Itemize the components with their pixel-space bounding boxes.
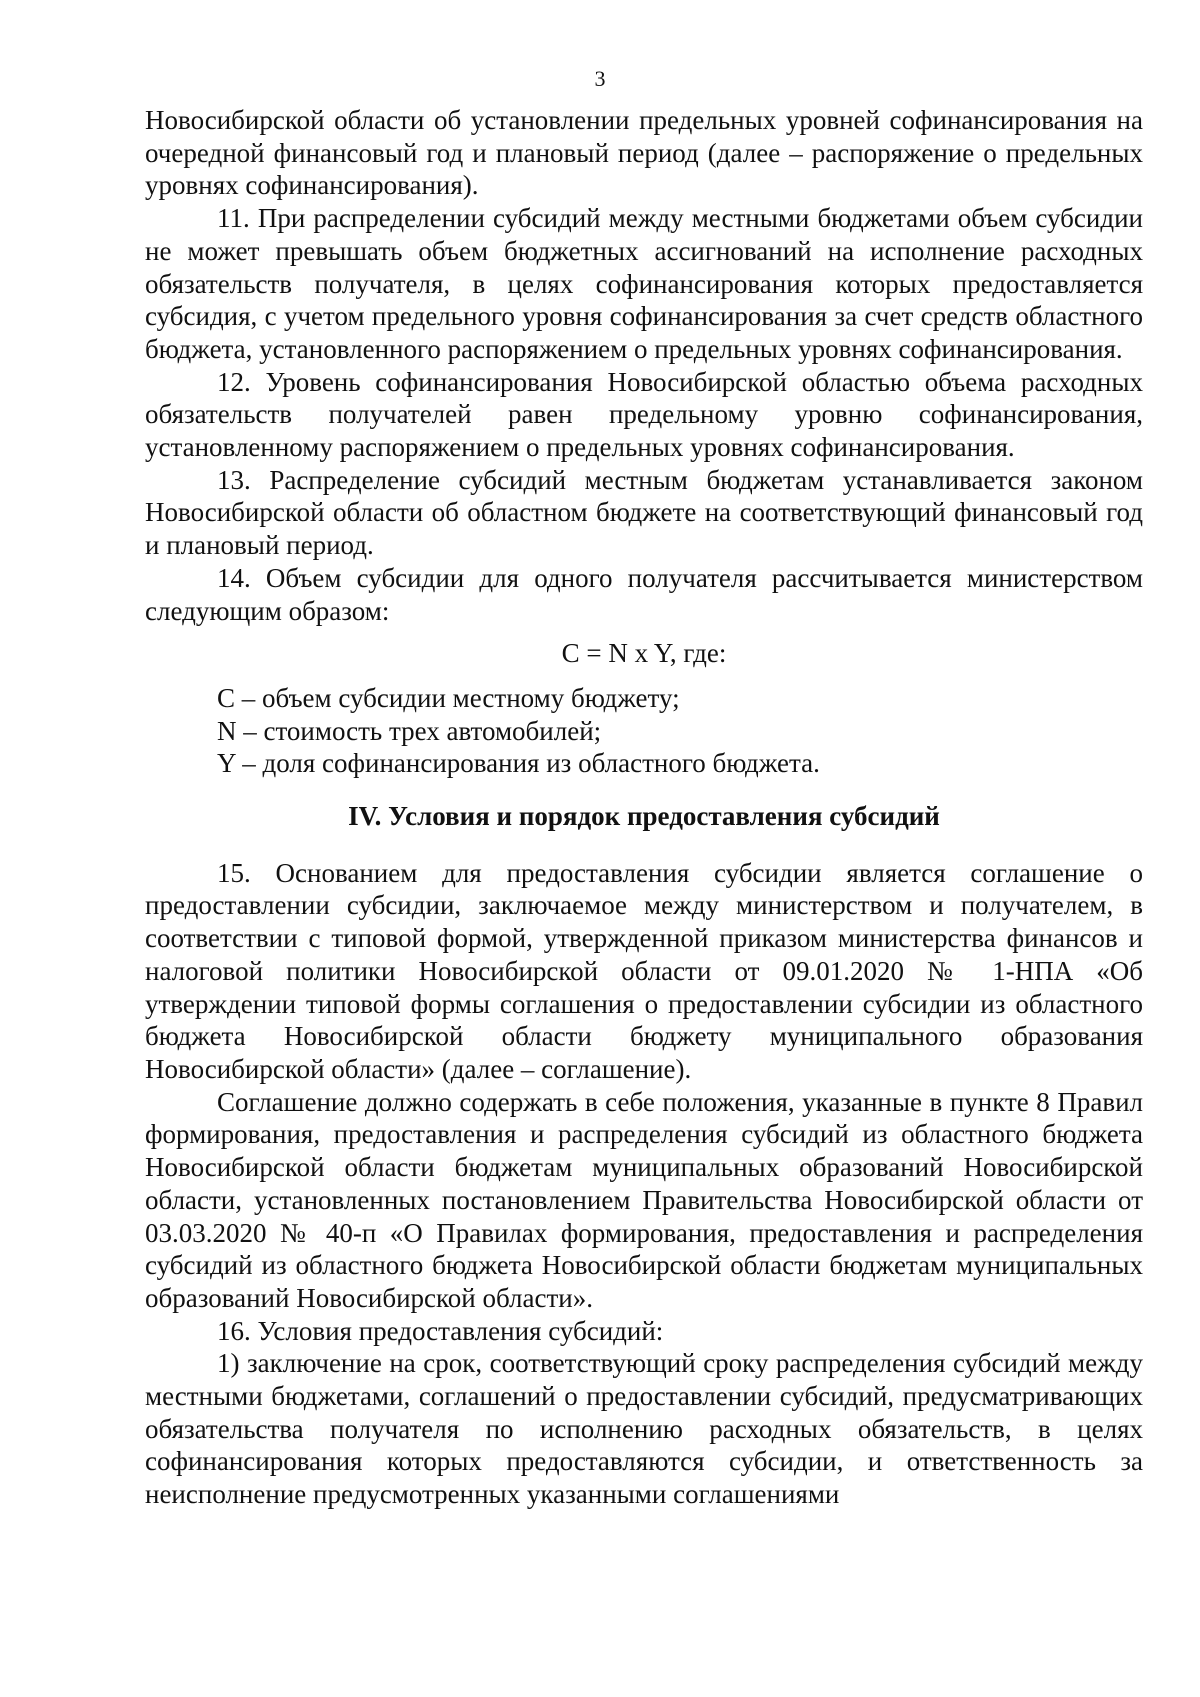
- definition-y: Y – доля софинансирования из областного бюджета.: [217, 748, 820, 779]
- definition-c: C – объем субсидии местному бюджету;: [217, 682, 680, 713]
- paragraph-15: 15. Основанием для предоставления субсидии является соглашение о предоставлении субсидии, заключаемое между министерством и получателем, в соответствии с типовой формой, утвержденной приказом министерства финансов и налоговой политики Новосибирской области от 09.01.2020 № 1-НПА «Об утверждении типовой формы соглашения о предоставлении субсидии из областного бюджета Новосибирской области бюджету муниципального образования Новосибирской области» (далее – соглашение).: [145, 857, 1143, 1084]
- paragraph-14: 14. Объем субсидии для одного получателя рассчитывается министерством следующим образом:: [145, 562, 1143, 626]
- document-body: [145, 104, 1143, 1511]
- definition-n: N – стоимость трех автомобилей;: [217, 715, 602, 746]
- paragraph-11: 11. При распределении субсидий между местными бюджетами объем субсидии не может превышать объем бюджетных ассигнований на исполнение расходных обязательств получателя, в целях софинансирования которых предоставляется субсидия, с учетом предельного уровня софинансирования за счет средств областного бюджета, установленного распоряжением о предельных уровнях софинансирования.: [145, 203, 1143, 364]
- paragraph-agreement: Соглашение должно содержать в себе положения, указанные в пункте 8 Правил формирования, предоставления и распределения субсидий из областного бюджета Новосибирской области бюджетам муниципальных образований Новосибирской области, установленных постановлением Правительства Новосибирской области от 03.03.2020 № 40-п «О Правилах формирования, предоставления и распределения субсидий из областного бюджета Новосибирской области бюджетам муниципальных образований Новосибирской области».: [145, 1086, 1143, 1313]
- paragraph-16: 16. Условия предоставления субсидий:: [217, 1315, 664, 1346]
- formula: C = N x Y, где:: [561, 638, 727, 669]
- page-number: 3: [594, 66, 606, 91]
- paragraph-12: 12. Уровень софинансирования Новосибирской областью объема расходных обязательств получателей равен предельному уровню софинансирования, установленному распоряжением о предельных уровнях софинансирования.: [145, 366, 1143, 463]
- paragraph-13: 13. Распределение субсидий местным бюджетам устанавливается законом Новосибирской области об областном бюджете на соответствующий финансовый год и плановый период.: [145, 464, 1143, 561]
- paragraph-continuation: Новосибирской области об установлении предельных уровней софинансирования на очередной финансовый год и плановый период (далее – распоряжение о предельных уровнях софинансирования).: [145, 105, 1143, 201]
- paragraph-16-item-1: 1) заключение на срок, соответствующий сроку распределения субсидий между местными бюджетами, соглашений о предоставлении субсидий, предусматривающих обязательства получателя по исполнению расходных обязательств, в целях софинансирования которых предоставляются субсидии, и ответственность за неисполнение предусмотренных указанными соглашениями: [145, 1348, 1143, 1510]
- section-heading: IV. Условия и порядок предоставления субсидий: [348, 801, 940, 832]
